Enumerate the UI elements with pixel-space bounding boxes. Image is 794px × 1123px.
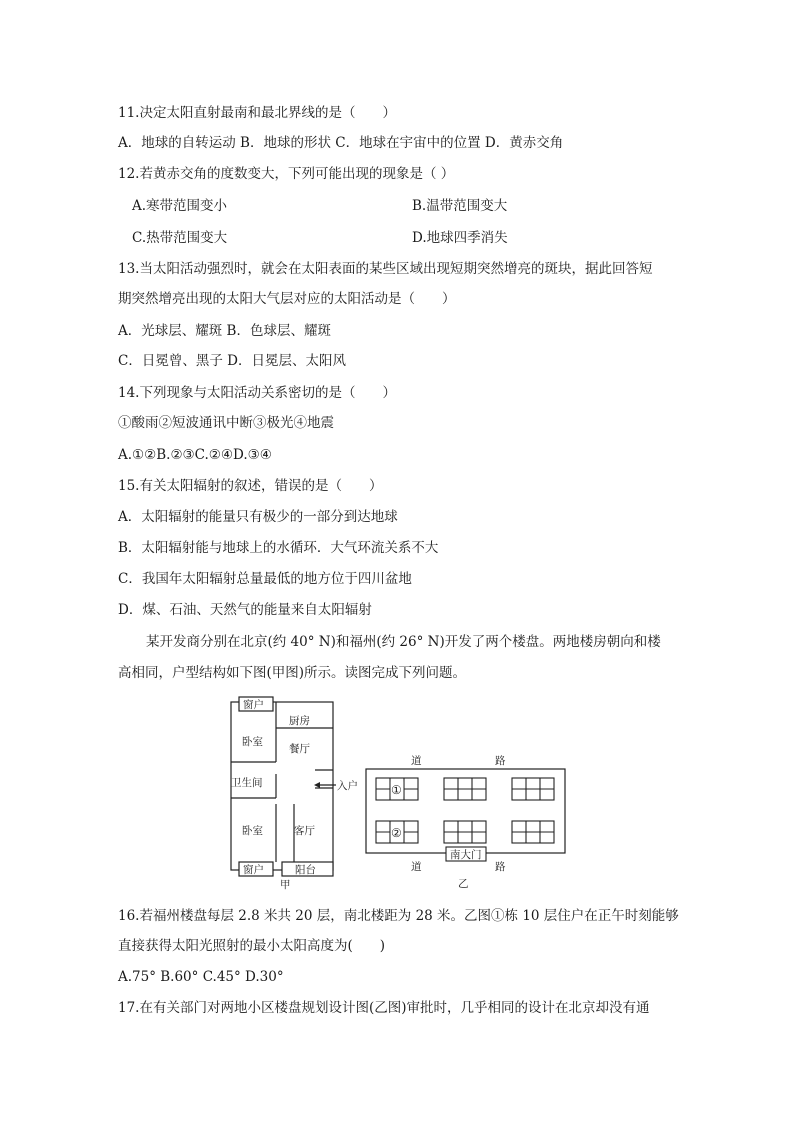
figure-yi-caption: 乙 [458,878,469,890]
figure-yi-site-plan [362,748,572,894]
passage-line1: 某开发商分别在北京(约 40° N)和福州(约 26° N)开发了两个楼盘。两地楼房朝向和楼 [146,634,661,650]
q11-options: A．地球的自转运动 B．地球的形状 C．地球在宇宙中的位置 D．黄赤交角 [118,135,564,151]
dining-label: 餐厅 [289,743,310,755]
road-top-char1: 道 [411,755,422,767]
q13-options-cd: C．日冕曾、黑子 D．日冕层、太阳风 [118,353,346,369]
building-1-label: ① [391,783,402,797]
q15-option-a: A．太阳辐射的能量只有极少的一部分到达地球 [118,509,398,525]
q12-option-a: A.寒带范围变小 [132,198,228,214]
building-row1-col3 [512,778,554,800]
bathroom-label: 卫生间 [231,777,263,789]
q15-option-c: C．我国年太阳辐射总量最低的地方位于四川盆地 [118,571,412,587]
q16-options: A.75° B.60° C.45° D.30° [118,969,284,985]
entrance-arrowhead [314,782,320,788]
q12-option-d: D.地球四季消失 [412,230,508,246]
q14-items: ①酸雨②短波通讯中断③极光④地震 [118,415,334,431]
q12-option-c: C.热带范围变大 [132,230,228,246]
entrance-label: 入户 [337,780,358,792]
road-top-char2: 路 [495,755,506,767]
road-bottom-char2: 路 [495,861,506,873]
living-room-label: 客厅 [294,825,315,837]
entrance-arrow-graphic [312,774,362,796]
q14-stem: 14.下列现象与太阳活动关系密切的是（ ） [118,385,396,401]
figure-jia-caption: 甲 [280,879,291,891]
road-bottom-char1: 道 [411,861,422,873]
kitchen-label: 厨房 [289,715,310,727]
q13-stem-line1: 13.当太阳活动强烈时，就会在太阳表面的某些区域出现短期突然增亮的斑块，据此回答短 [118,261,653,277]
q14-options: A.①②B.②③C.②④D.③④ [118,447,272,463]
q13-stem-line2: 期突然增亮出现的太阳大气层对应的太阳活动是（ ） [118,291,456,307]
q15-option-d: D．煤、石油、天然气的能量来自太阳辐射 [118,602,372,618]
q16-stem-line1: 16.若福州楼盘每层 2.8 米共 20 层，南北楼距为 28 米。乙图①栋 10 层住户在正午时刻能够 [118,908,679,924]
q11-stem: 11.决定太阳直射最南和最北界线的是（ ） [118,105,396,121]
balcony-label: 阳台 [295,864,316,876]
q13-options-ab: A．光球层、耀斑 B．色球层、耀斑 [118,323,331,339]
q12-option-b: B.温带范围变大 [412,198,508,214]
window-top-label: 窗户 [243,699,264,711]
building-2-label: ② [391,826,402,840]
q15-option-b: B．太阳辐射能与地球上的水循环．大气环流关系不大 [118,540,439,556]
q12-stem: 12.若黄赤交角的度数变大，下列可能出现的现象是（ ） [118,166,455,182]
building-row2-col2 [444,821,486,843]
window-bottom-label: 窗户 [243,864,264,876]
q17-stem-line1: 17.在有关部门对两地小区楼盘规划设计图(乙图)审批时，几乎相同的设计在北京却没有通 [118,1000,650,1016]
south-gate-label: 南大门 [450,849,482,861]
building-row1-col2 [444,778,486,800]
bedroom-1-label: 卧室 [242,736,263,748]
q15-stem: 15.有关太阳辐射的叙述，错误的是（ ） [118,478,383,494]
passage-line2: 高相同，户型结构如下图(甲图)所示。读图完成下列问题。 [118,665,467,681]
bedroom-2-label: 卧室 [242,825,263,837]
q16-stem-line2: 直接获得太阳光照射的最小太阳高度为( ) [118,938,386,954]
building-row2-col3 [512,821,554,843]
